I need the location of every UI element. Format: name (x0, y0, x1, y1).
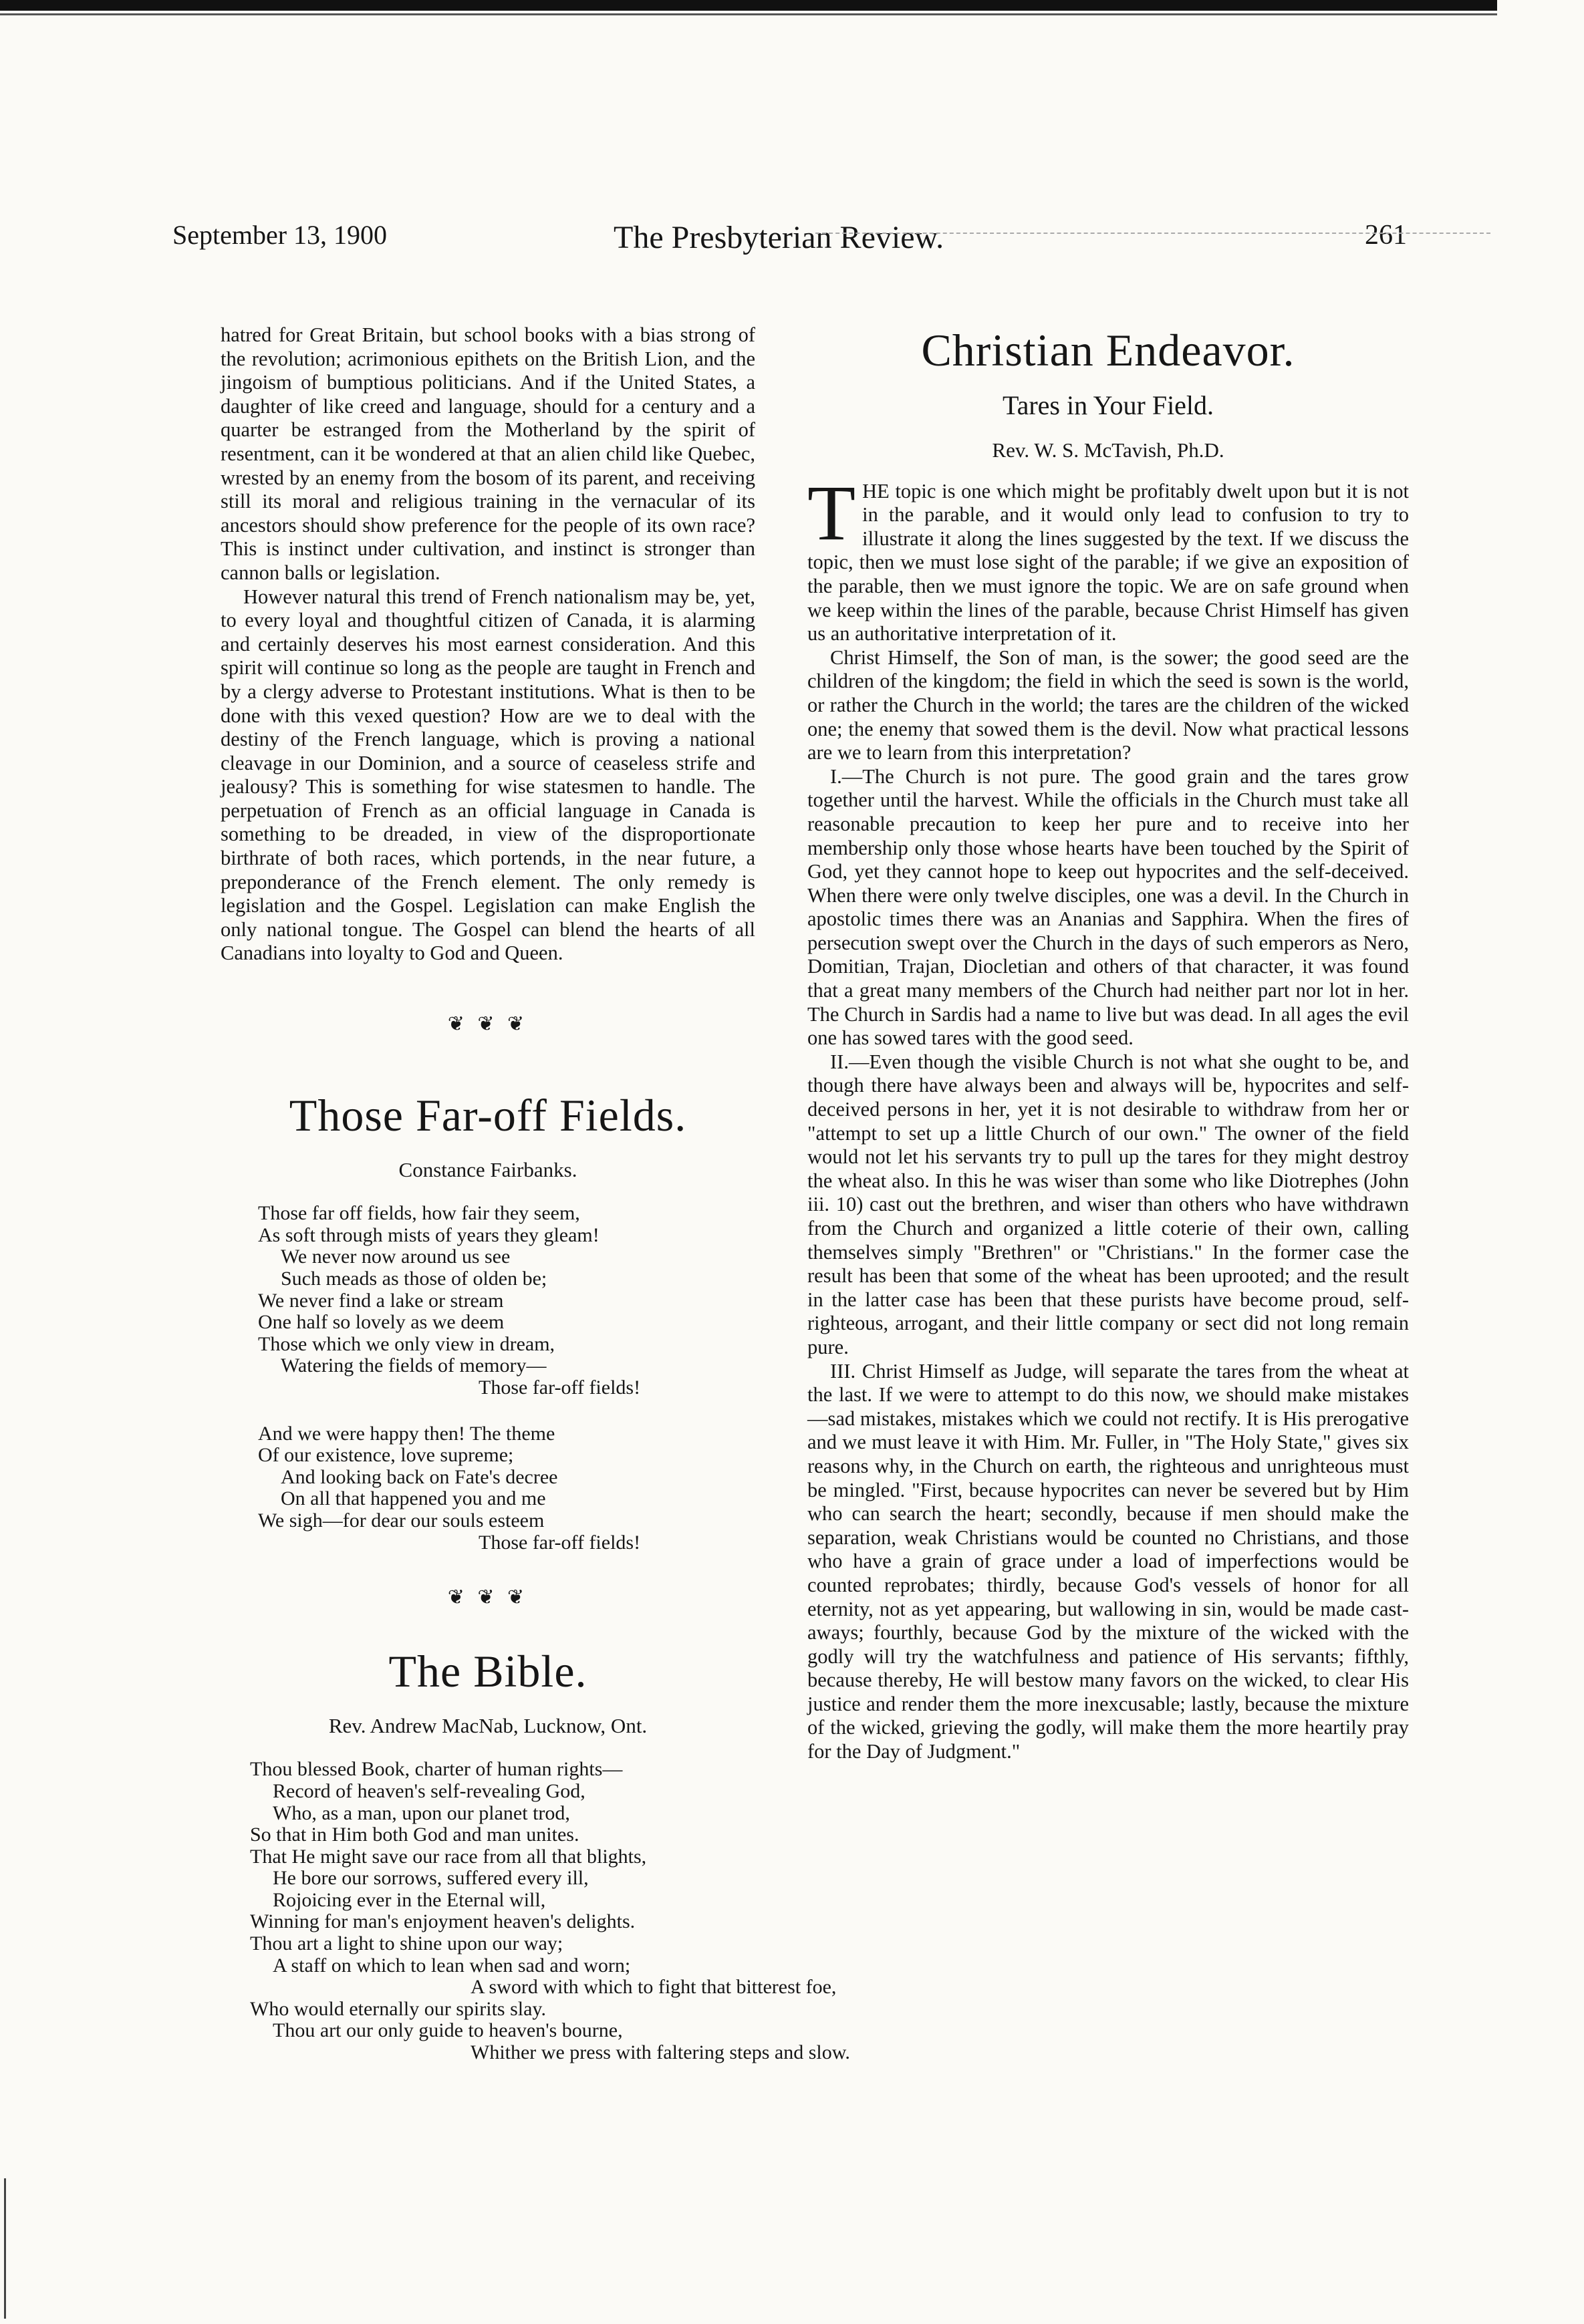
poem-title: The Bible. (388, 1645, 587, 1697)
ornament-divider: ❦ ❦ ❦ (447, 1013, 529, 1036)
left-article (221, 323, 755, 966)
header-dashed-rule (815, 233, 1490, 234)
poem-stanza (258, 1203, 755, 1399)
article-paragraph: hatred for Great Britain, but school books with a bias strong of the revolution; acrimonious epithets on the British Lion, and the jingoism of bumptious politicians. And if the United States, a daughter of like creed and language, should for a century and a quarter be estranged from the Motherland by the spirit of resentment, can it be wondered at that an alien child like Quebec, wrested by an enemy from the bosom of its parent, and receiving still its moral and religious training in the vernacular of its ancestors should show preference for the people of its own race? This is instinct under cultivation, and instinct is stronger than cannon balls or legislation. (221, 323, 755, 584)
poem-author: Constance Fairbanks. (398, 1157, 577, 1181)
page-top-border (0, 0, 1497, 11)
poem-line: One half so lovely as we deem (258, 1311, 505, 1334)
poem-line: Those which we only view in dream, (258, 1332, 555, 1355)
left-column (221, 323, 850, 2064)
page-number: 261 (1365, 220, 1407, 251)
right-column (807, 323, 1409, 1764)
poem-line: A staff on which to lean when sad and worn; (273, 1954, 631, 1977)
poem-line: That He might save our race from all that blights, (250, 1845, 647, 1868)
first-paragraph-text: HE topic is one which might be profitably dwelt upon but it is not in the parable, and it would only lead to confusion to try to illustrate it along the lines suggested by the text. If we discuss the topic, then we must lose sight of the parable; if we give an exposition of the parable, then we must ignore the topic. We are on safe ground when we keep within the lines of the parable, because Christ Himself has given us an authoritative interpretation of it. (807, 479, 1409, 645)
poem-line: And we were happy then! The theme (258, 1422, 555, 1445)
poem-line: On all that happened you and me (281, 1487, 546, 1510)
drop-cap: T (807, 468, 856, 557)
poem-line: Those far-off fields! (479, 1376, 641, 1399)
poem-line: We sigh—for dear our souls esteem (258, 1509, 545, 1532)
poem-line: Winning for man's enjoyment heaven's delights. (250, 1910, 636, 1933)
poem-line: Thou blessed Book, charter of human rights— (250, 1758, 623, 1781)
poem-line: Thou art our only guide to heaven's bourne, (273, 2019, 623, 2042)
article-paragraph: II.—Even though the visible Church is not what she ought to be, and though there have always been and always will be, hypocrites and self-deceived persons in her, yet it is not desirable to withdraw from her or "attempt to set up a little Church of our own." The owner of the field would not let his servants try to pull up the tares for they might destroy the wheat also. In this he was wiser than some who like Diotrephes (John iii. 10) cast out the brethren, and wiser than others who have withdrawn from the Church and organized a little coterie of their own, calling themselves simply "Brethren" or "Christians." In the former case the result has been that some of the wheat has been uprooted; and the result in the latter case has been that these purists have become proud, self-righteous, arrogant, and their little company or sect did not long remain pure. (807, 1050, 1409, 1358)
ornament-divider: ❦ ❦ ❦ (447, 1586, 529, 1609)
poem-stanza (250, 1758, 850, 2064)
article-paragraph (807, 468, 1409, 646)
article-author: Rev. W. S. McTavish, Ph.D. (992, 438, 1224, 462)
poem-line: We never find a lake or stream (258, 1289, 504, 1312)
poem-author: Rev. Andrew MacNab, Lucknow, Ont. (328, 1713, 648, 1737)
poem-line: Thou art a light to shine upon our way; (250, 1932, 563, 1955)
page-top-border-thin (0, 13, 1497, 15)
poem-line: Who, as a man, upon our planet trod, (273, 1801, 570, 1824)
article-title: Tares in Your Field. (1002, 390, 1214, 420)
poem-stanza (258, 1423, 755, 1554)
poem-line: As soft through mists of years they gleam! (258, 1223, 600, 1246)
poem-line: Rojoicing ever in the Eternal will, (273, 1888, 546, 1911)
poem-line: Such meads as those of olden be; (281, 1268, 547, 1290)
article-paragraph: III. Christ Himself as Judge, will separate the tares from the wheat at the last. If we were to attempt to do this now, we should make mistakes—sad mistakes, mistakes which we could not rectify. It is His prerogative and we must leave it with Him. Mr. Fuller, in "The Holy State," gives six reasons why, in the Church on earth, the righteous and unrighteous must be mingled. "First, because hypocrites can never be severed but by Him who can search the heart; secondly, because if men should make the separation, weak Christians would be counted no Christians, and those who have a grain of grace under a load of imperfections would be counted reprobates; thirdly, because God's vessels of honor for all eternity, not as yet appearing, but wallowing in sin, would be made cast-aways; fourthly, because God by the mixture of the wicked with the godly will try the watchfulness and patience of His servants; fifthly, because thereby, He will bestow many favors on the wicked, to clear His justice and render them the more inexcusable; lastly, because the mixture of the wicked, grieving the godly, will make them the more heartily pray for the Day of Judgment." (807, 1359, 1409, 1763)
poem-line: And looking back on Fate's decree (281, 1465, 558, 1488)
running-title: The Presbyterian Review. (614, 220, 944, 255)
article-paragraph: Christ Himself, the Son of man, is the sower; the good seed are the children of the kingdom; the field in which the seed is sown is the world, or rather the Church in the world; the tares are the children of the wicked one; the enemy that sowed them is the devil. Now what practical lessons are we to learn from this interpretation? (807, 645, 1409, 764)
poem-line: He bore our sorrows, suffered every ill, (273, 1867, 589, 1890)
poem-line: Of our existence, love supreme; (258, 1444, 514, 1467)
poem-line: Whither we press with faltering steps and slow. (471, 2041, 850, 2064)
running-date: September 13, 1900 (172, 220, 388, 250)
poem-title: Those Far-off Fields. (289, 1089, 687, 1141)
poem-line: We never now around us see (281, 1246, 511, 1268)
article-paragraph: I.—The Church is not pure. The good grain and the tares grow together until the harvest. While the officials in the Church must take all reasonable precaution to keep her pure and to receive into her membership only those whose hearts have been touched by the Spirit of God, yet they cannot hope to keep out hypocrites and the self-deceived. When there were only twelve disciples, one was a devil. In the Church in apostolic times there was an Ananias and Sapphira. When the fires of persecution swept over the Church in the days of such emperors as Nero, Domitian, Trajan, Diocletian and others of that character, it was found that a great many members of the Church had neither part nor lot in her. The Church in Sardis had a name to live but was dead. In all ages the evil one has sowed tares with the good seed. (807, 764, 1409, 1050)
poem-the-bible (221, 1644, 850, 2064)
poem-line: So that in Him both God and man unites. (250, 1824, 579, 1846)
poem-line: Those far off fields, how fair they seem, (258, 1202, 580, 1225)
scan-edge-line (4, 2178, 6, 2319)
right-article-body (807, 468, 1409, 1764)
section-heading: Christian Endeavor. (921, 325, 1295, 376)
poem-line: Watering the fields of memory— (281, 1354, 547, 1377)
poem-line: A sword with which to fight that bitterest foe, (471, 1976, 837, 1999)
poem-those-far-off-fields (221, 1088, 755, 1554)
poem-line: Record of heaven's self-revealing God, (273, 1779, 585, 1802)
article-paragraph: However natural this trend of French nationalism may be, yet, to every loyal and thoughtful citizen of Canada, it is alarming and certainly deserves his most earnest consideration. And this spirit will continue so long as the people are taught in French and by a clergy adverse to Protestant institutions. What is then to be done with this vexed question? How are we to deal with the destiny of the French language, which is proving a national cleavage in our Dominion, and a source of ceaseless strife and jealousy? This is something for wise statesmen to handle. The perpetuation of French as an official language in Canada is something to be dreaded, in view of the disproportionate birthrate of both races, which portends, in the near future, a preponderance of the French element. The only remedy is legislation and the Gospel. Legislation can make English the only national tongue. The Gospel can blend the hearts of all Canadians into loyalty to God and Queen. (221, 585, 755, 965)
poem-line: Those far-off fields! (479, 1531, 641, 1554)
poem-line: Who would eternally our spirits slay. (250, 1997, 546, 2020)
